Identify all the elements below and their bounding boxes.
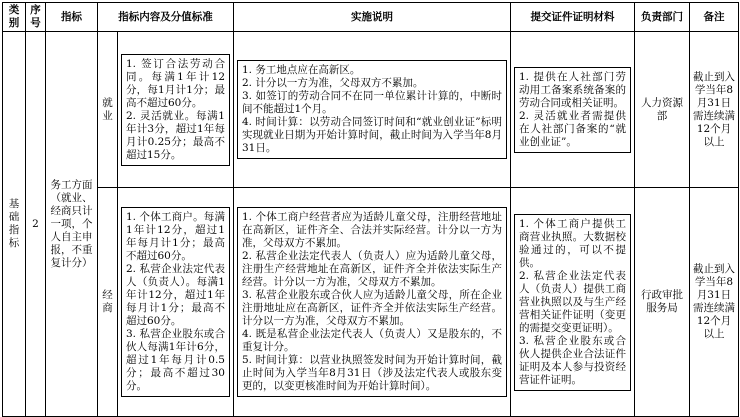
category-cell [3,32,26,417]
content-item: 2. 灵活就业。每满1年计3分，超过1年每月计0.25分；最高不超过15分。 [126,109,225,161]
explanation-cell [234,188,511,417]
content-item: 1. 个体工商户。每满1年计12分，超过1年每月计1分；最高不超过60分。 [126,211,225,262]
subtype-label: 就业 [102,96,113,122]
material-item: 1. 提供在人社部门劳动用工备案系统备案的劳动合同或相关证明。 [519,70,626,109]
number-cell [26,32,46,417]
explanation-item: 3. 私营企业股东或合伙人应为适龄儿童父母，所在企业注册地址应在高新区，证件齐全并依法实际生产经营。计分以一方为准，父母双方不累加。 [242,289,502,327]
indicator-text: 务工方面（就业、经商只计一项，个人自主申报，不重复计分） [50,178,93,269]
content-item: 1. 签订合法劳动合同。每满1年计12分，每1月计1分；最高不超过60分。 [126,57,225,109]
header-number: 序号 [26,3,46,32]
notes-text: 截止到入学当年8月31日需连续满12个月以上 [693,70,735,148]
content-cell [118,32,234,188]
material-item: 3. 私营企业股东或合伙人提供企业合法证件证明及本人参与投资经营证件证明。 [519,334,626,386]
department-cell [635,188,690,417]
explanation-item: 4. 既是私营企业法定代表人（负责人）又是股东的，不重复计分。 [242,328,502,353]
materials-cell [511,32,635,188]
explanation-cell [234,32,511,188]
department-cell [635,32,690,188]
explanation-item: 2. 私营企业法定代表人（负责人）应为适龄儿童父母，注册生产经营地址在高新区，证件齐全并依法实际生产经营。计分以一方为准，父母双方不累加。 [242,250,502,288]
header-category: 类别 [3,3,26,32]
table-row-business [3,188,739,417]
indicator-cell [46,32,98,417]
header-department: 负责部门 [635,3,690,32]
materials-cell [511,188,635,417]
explanation-item: 3. 如签订的劳动合同不在同一单位累计计算的，中断时间不能超过1个月。 [242,90,502,115]
header-content: 指标内容及分值标准 [98,3,234,32]
subtype-label: 经商 [102,289,113,314]
table-row-employment [3,32,739,188]
row-number: 2 [32,217,39,230]
explanation-item: 5. 时间计算：以营业执照签发时间为开始计算时间，截止时间为入学当年8月31日（涉及法定代表人或股东变更的，以变更核准时间为开始计算时间）。 [242,354,502,392]
content-item: 2. 私营企业法定代表人（负责人）。每满1年计12分，超过1年每月计1分；最高不超过60分。 [126,263,225,327]
department-text: 行政审批服务局 [641,289,683,314]
category-text: 基础指标 [8,198,20,249]
explanation-item: 4. 时间计算：以劳动合同签订时间和“就业创业证”标明实现就业日期为开始计算时间，截止时间为入学当年8月31日。 [242,116,502,154]
department-text: 人力资源部 [641,96,683,122]
subtype-cell [98,188,118,417]
explanation-item: 1. 务工地点应在高新区。 [242,64,361,76]
material-item: 2. 私营企业法定代表人（负责人）提供工商营业执照以及与生产经营相关证件证明（变更的需提交变更证明）。 [519,269,626,334]
header-row [3,3,739,32]
notes-cell [690,188,739,417]
explanation-item: 2. 计分以一方为准，父母双方不累加。 [242,77,424,89]
subtype-cell [98,32,118,188]
header-materials: 提交证件证明材料 [511,3,635,32]
header-notes: 备注 [690,3,739,32]
content-item: 3. 私营企业股东或合伙人每满1年计6分，超过1年每月计0.5分；最高不超过30分。 [126,328,225,392]
content-cell [118,188,234,417]
notes-cell [690,32,739,188]
header-explanation: 实施说明 [234,3,511,32]
material-item: 1. 个体工商户提供工商营业执照。大数据校验通过的，可以不提供。 [519,217,626,269]
material-item: 2. 灵活就业者需提供在人社部门备案的“就业创业证”。 [519,109,626,148]
header-indicator: 指标 [46,3,98,32]
notes-text: 截止到入学当年8月31日需连续满12个月以上 [693,263,735,340]
explanation-item: 1. 个体工商户经营者应为适龄儿童父母，注册经营地址在高新区，证件齐全、合法并实际经营。计分以一方为准，父母双方不累加。 [242,211,502,249]
scoring-table [2,2,739,417]
